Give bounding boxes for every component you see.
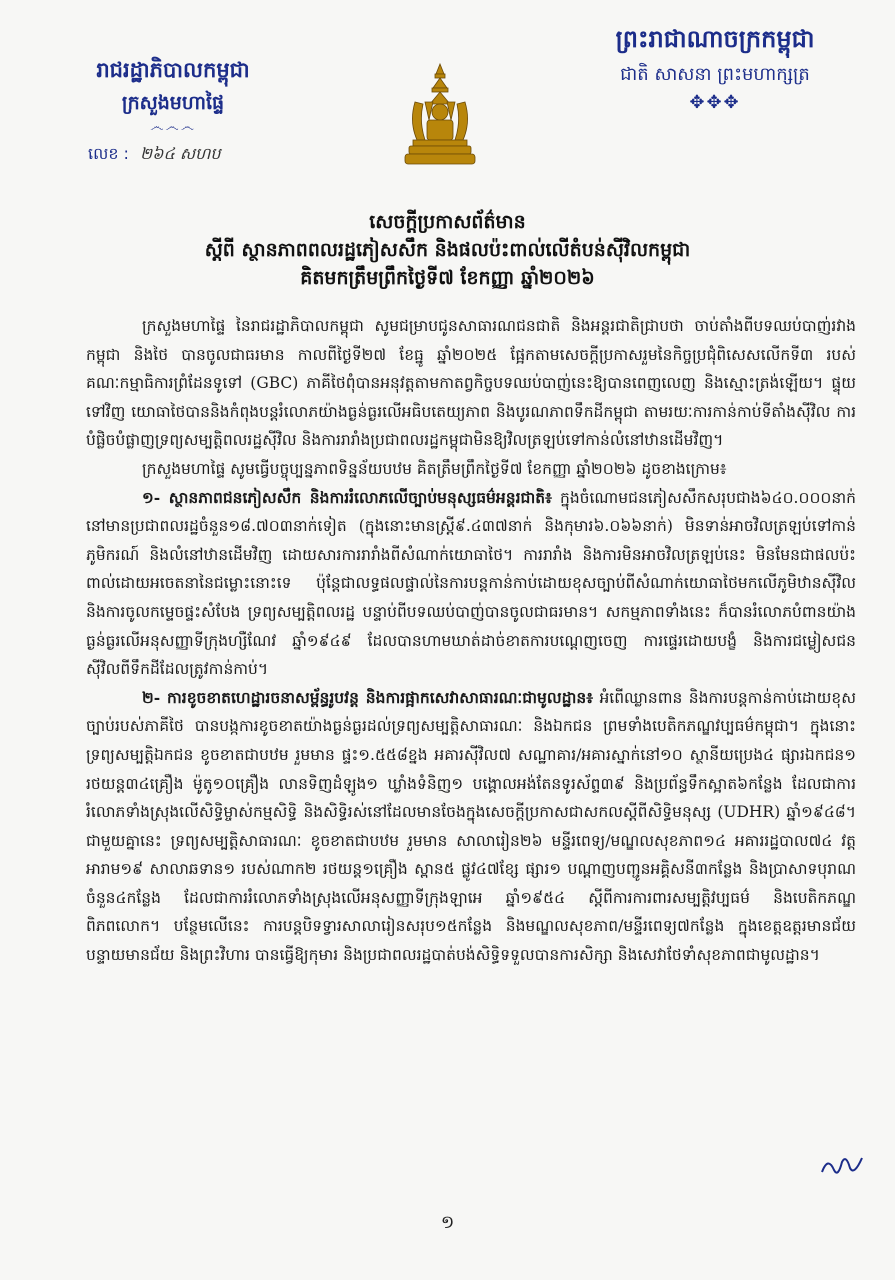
document-body — [86, 312, 856, 970]
doc-subject: ស្តីពី ស្ថានភាពពលរដ្ឋភៀសសឹក និងផលប៉ះពាល់លើតំបន់ស៊ីវិលកម្ពុជា — [204, 239, 691, 261]
section-1 — [86, 484, 856, 684]
doc-title: សេចក្តីប្រកាសព័ត៌មាន — [369, 211, 526, 233]
ref-label: លេខ : — [88, 144, 129, 163]
national-motto: ជាតិ សាសនា ព្រះមហាក្សត្រ — [620, 64, 810, 85]
title-block — [60, 208, 835, 292]
paragraph-intro: ក្រសួងមហាផ្ទៃ នៃរាជរដ្ឋាភិបាលកម្ពុជា សូមជម្រាបជូនសាធារណជនជាតិ និងអន្តរជាតិជ្រាបថា ចាប់តាំងពីបទឈប់បាញ់រវាងកម្ពុជា និងថៃ បានចូលជាធរមាន កាលពីថ្ងៃទី២៧ ខែធ្នូ ឆ្នាំ២០២៥ ផ្អែកតាមសេចក្តីប្រកាសរួមនៃកិច្ចប្រជុំពិសេសលើកទី៣ របស់គណៈកម្មាធិការព្រំដែនទូទៅ (GBC) ភាគីថៃពុំបានអនុវត្តតាមកាតព្វកិច្ចបទឈប់បាញ់នេះឱ្យបានពេញលេញ និងស្មោះត្រង់ឡើយ។ ផ្ទុយទៅវិញ យោធាថៃបាននិងកំពុងបន្តរំលោភយ៉ាងធ្ងន់ធ្ងរលើអធិបតេយ្យភាព និងបូរណភាពទឹកដីកម្ពុជា តាមរយៈការកាន់កាប់ទីតាំងស៊ីវិល ការបំផ្លិចបំផ្លាញទ្រព្យសម្បត្តិពលរដ្ឋស៊ីវិល និងការរារាំងប្រជាពលរដ្ឋកម្ពុជាមិនឱ្យវិលត្រឡប់ទៅកាន់លំនៅឋានដើមវិញ។ — [86, 317, 856, 450]
doc-date: គិតមកត្រឹមព្រឹកថ្ងៃទី៧ ខែកញ្ញា ឆ្នាំ២០២៦ — [300, 267, 595, 289]
section-2-heading: ២- ការខូចខាតហេដ្ឋារចនាសម្ព័ន្ធរូបវន្ត និងការផ្អាកសេវាសាធារណៈជាមូលដ្ឋាន៖ — [142, 687, 594, 707]
section-1-heading: ១- ស្ថានភាពជនភៀសសឹក និងការរំលោភលើច្បាប់មនុស្សធម៌អន្តរជាតិ៖ — [142, 487, 552, 507]
ornament-right: ✥✥✥ — [689, 92, 741, 113]
header-right — [590, 22, 840, 113]
reference-line — [58, 143, 288, 167]
initials-signature-icon — [818, 1150, 866, 1180]
ref-number: ២៦៤ សហប — [140, 144, 221, 163]
ministry-name: ក្រសួងមហាផ្ទៃ — [121, 92, 225, 114]
royal-emblem-icon — [395, 62, 485, 170]
section-1-text: ក្នុងចំណោមជនភៀសសឹកសរុបជាង៦៤០.០០០នាក់ នៅមានប្រជាពលរដ្ឋចំនួន១៨.៧០៣នាក់ទៀត (ក្នុងនោះមានស្ត្រី៩.៤៣៧នាក់ និងកុមារ៦.០៦៦នាក់) មិនទាន់អាចវិលត្រឡប់ទៅកាន់ភូមិករណ៍ និងលំនៅឋានដើមវិញ ដោយសារការរារាំងពីសំណាក់យោធាថៃ។ ការរារាំង និងការមិនអាចវិលត្រឡប់នេះ មិនមែនជាផលប៉ះពាល់ដោយអចេតនានៃជម្លោះនោះទេ ប៉ុន្តែជាលទ្ធផលផ្ទាល់នៃការបន្តកាន់កាប់ដោយខុសច្បាប់ពីសំណាក់យោធាថៃមកលើភូមិឋានស៊ីវិល និងការចូលកម្ទេចផ្ទះសំបែង ទ្រព្យសម្បត្តិពលរដ្ឋ បន្ទាប់ពីបទឈប់បាញ់បានចូលជាធរមាន។ សកម្មភាពទាំងនេះ ក៏បានរំលោភបំពានយ៉ាងធ្ងន់ធ្ងរលើអនុសញ្ញាទីក្រុងហ្សឺណែវ ឆ្នាំ១៩៤៩ ដែលបានហាមឃាត់ដាច់ខាតការបណ្តេញចេញ ការផ្ទេរដោយបង្ខំ និងការជម្លៀសជនស៊ីវិលពីទឹកដីដែលត្រូវកាន់កាប់។ — [86, 488, 856, 679]
section-2 — [86, 684, 856, 970]
header-left — [58, 55, 288, 167]
government-name: រាជរដ្ឋាភិបាលកម្ពុជា — [96, 57, 250, 82]
section-2-text: អំពើឈ្លានពាន និងការបន្តកាន់កាប់ដោយខុសច្បាប់របស់ភាគីថៃ បានបង្កការខូចខាតយ៉ាងធ្ងន់ធ្ងរដល់ទ្រព្យសម្បត្តិសាធារណៈ និងឯកជន ព្រមទាំងបេតិកភណ្ឌវប្បធម៌កម្ពុជា។ ក្នុងនោះ ទ្រព្យសម្បត្តិឯកជន ខូចខាតជាបឋម រួមមាន ផ្ទះ១.៥៥៨ខ្នង អគារស៊ីវិល៧ សណ្ឋាគារ/អគារស្នាក់នៅ១០ ស្ថានីយប្រេង៤ ផ្សារឯកជន១ រថយន្ត៣៤គ្រឿង ម៉ូតូ១០គ្រឿង លានទិញដំឡូង១ ឃ្លាំងទំនិញ១ បង្គោលអង់តែនទូរស័ព្ទ៣៩ និងប្រព័ន្ធទឹកស្អាត៦កន្លែង ដែលជាការរំលោភទាំងស្រុងលើសិទ្ធិម្ចាស់កម្មសិទ្ធិ និងសិទ្ធិរស់នៅដែលមានចែងក្នុងសេចក្តីប្រកាសជាសកលស្តីពីសិទ្ធិមនុស្ស (UDHR) ឆ្នាំ១៩៤៨។ ជាមួយគ្នានេះ ទ្រព្យសម្បត្តិសាធារណៈ ខូចខាតជាបឋម រួមមាន សាលារៀន២៦ មន្ទីរពេទ្យ/មណ្ឌលសុខភាព១៤ អគាររដ្ឋបាល៧៤ វត្តអារាម១៩ សាលាឆទាន១ របស់ណាក២ រថយន្ត១គ្រឿង ស្ពាន៥ ផ្លូវ៤៧ខ្សែ ផ្សារ១ បណ្តាញបញ្ជូនអគ្គិសនី៣កន្លែង និងប្រាសាទបុរាណចំនួន៤កន្លែង ដែលជាការរំលោភទាំងស្រុងលើអនុសញ្ញាទីក្រុងឡាអេ ឆ្នាំ១៩៥៤ ស្តីពីការការពារសម្បត្តិវប្បធម៌ និងបេតិកភណ្ឌពិភពលោក។ បន្ថែមលើនេះ ការបន្តបិទទ្វារសាលារៀនសរុប១៥កន្លែង និងមណ្ឌលសុខភាព/មន្ទីរពេទ្យ៧កន្លែង ក្នុងខេត្តឧត្តរមានជ័យ បន្ទាយមានជ័យ និងព្រះវិហារ បានធ្វើឱ្យកុមារ និងប្រជាពលរដ្ឋបាត់បង់សិទ្ធិទទួលបានការសិក្សា និងសេវាថែទាំសុខភាពជាមូលដ្ឋាន។ — [86, 688, 856, 965]
page-number: ១ — [440, 1212, 455, 1233]
paragraph-update: ក្រសួងមហាផ្ទៃ សូមធ្វើបច្ចុប្បន្នភាពទិន្នន័យបឋម គិតត្រឹមព្រឹកថ្ងៃទី៧ ខែកញ្ញា ឆ្នាំ២០២៦ ដូចខាងក្រោម៖ — [142, 459, 727, 478]
ornament-left: ෴෴෴ — [150, 119, 196, 135]
kingdom-name: ព្រះរាជាណាចក្រកម្ពុជា — [615, 24, 815, 53]
